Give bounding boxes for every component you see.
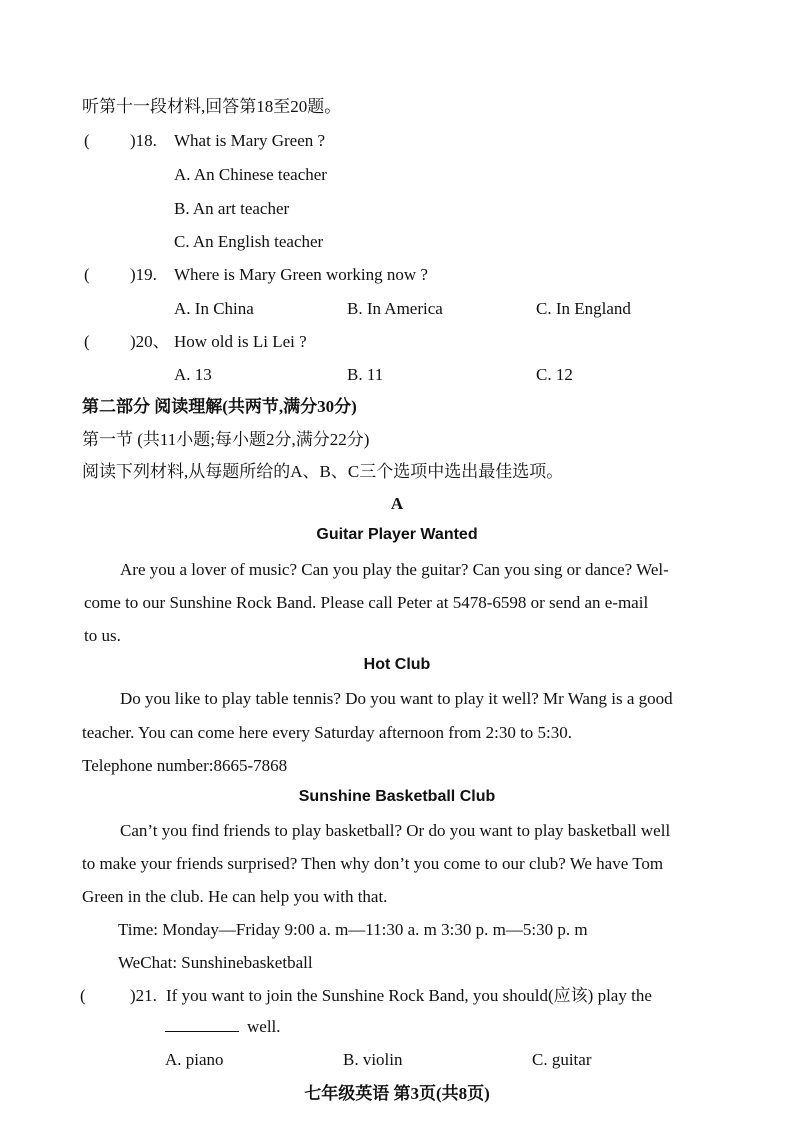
question-number-21: )21. xyxy=(130,986,157,1005)
answer-paren-18[interactable]: ( xyxy=(84,131,90,150)
question-20-text: How old is Li Lei ? xyxy=(174,332,307,351)
ad1-line-1: Are you a lover of music? Can you play the guitar? Can you sing or dance? Wel- xyxy=(120,560,669,579)
passage-letter: A xyxy=(390,494,404,513)
question-19-text: Where is Mary Green working now ? xyxy=(174,265,428,284)
part-two-title: 第二部分 阅读理解(共两节,满分30分) xyxy=(82,397,357,416)
section-one-title: 第一节 (共11小题;每小题2分,满分22分) xyxy=(82,430,370,449)
question-number-20: )20、 xyxy=(130,332,170,351)
answer-paren-21[interactable]: ( xyxy=(80,986,86,1005)
answer-blank-21[interactable] xyxy=(165,1030,239,1032)
ad2-line-2: teacher. You can come here every Saturday afternoon from 2:30 to 5:30. xyxy=(82,723,573,742)
ad-title-basketball: Sunshine Basketball Club xyxy=(298,788,496,805)
q18-option-a: A. An Chinese teacher xyxy=(174,165,327,184)
question-21-text: If you want to join the Sunshine Rock Band, you should(应该) play the xyxy=(166,986,652,1005)
q19-option-c: C. In England xyxy=(536,299,631,318)
answer-paren-19[interactable]: ( xyxy=(84,265,90,284)
q21-option-a: A. piano xyxy=(165,1050,224,1069)
ad-title-guitar: Guitar Player Wanted xyxy=(316,526,478,543)
reading-instruction: 阅读下列材料,从每题所给的A、B、C三个选项中选出最佳选项。 xyxy=(82,462,564,481)
question-number-18: )18. xyxy=(130,131,157,150)
q21-option-b: B. violin xyxy=(343,1050,403,1069)
ad2-line-1: Do you like to play table tennis? Do you want to play it well? Mr Wang is a good xyxy=(120,689,673,708)
q20-option-c: C. 12 xyxy=(536,365,573,384)
ad3-line-3: Green in the club. He can help you with that. xyxy=(82,887,388,906)
ad3-line-1: Can’t you find friends to play basketball? Or do you want to play basketball well xyxy=(120,821,671,840)
ad3-time: Time: Monday—Friday 9:00 a. m—11:30 a. m 3:30 p. m—5:30 p. m xyxy=(118,920,588,939)
question-18-text: What is Mary Green ? xyxy=(174,131,326,150)
ad1-line-3: to us. xyxy=(84,626,121,645)
q21-option-c: C. guitar xyxy=(532,1050,592,1069)
q20-option-b: B. 11 xyxy=(347,365,384,384)
listening-intro: 听第十一段材料,回答第18至20题。 xyxy=(82,97,342,116)
q18-option-b: B. An art teacher xyxy=(174,199,290,218)
q18-option-c: C. An English teacher xyxy=(174,232,324,251)
q19-option-b: B. In America xyxy=(347,299,443,318)
question-21-continuation xyxy=(165,1018,281,1035)
ad-title-hot-club: Hot Club xyxy=(363,656,431,673)
ad1-line-2: come to our Sunshine Rock Band. Please call Peter at 5478-6598 or send an e-mail xyxy=(84,593,649,612)
q19-option-a: A. In China xyxy=(174,299,254,318)
page-footer: 七年级英语 第3页(共8页) xyxy=(304,1084,490,1103)
ad3-line-2: to make your friends surprised? Then why don’t you come to our club? We have Tom xyxy=(82,854,664,873)
q20-option-a: A. 13 xyxy=(174,365,212,384)
ad3-wechat: WeChat: Sunshinebasketball xyxy=(118,953,313,972)
ad2-phone: Telephone number:8665-7868 xyxy=(82,756,288,775)
answer-paren-20[interactable]: ( xyxy=(84,332,90,351)
question-number-19: )19. xyxy=(130,265,157,284)
question-21-end: well. xyxy=(247,1017,281,1036)
